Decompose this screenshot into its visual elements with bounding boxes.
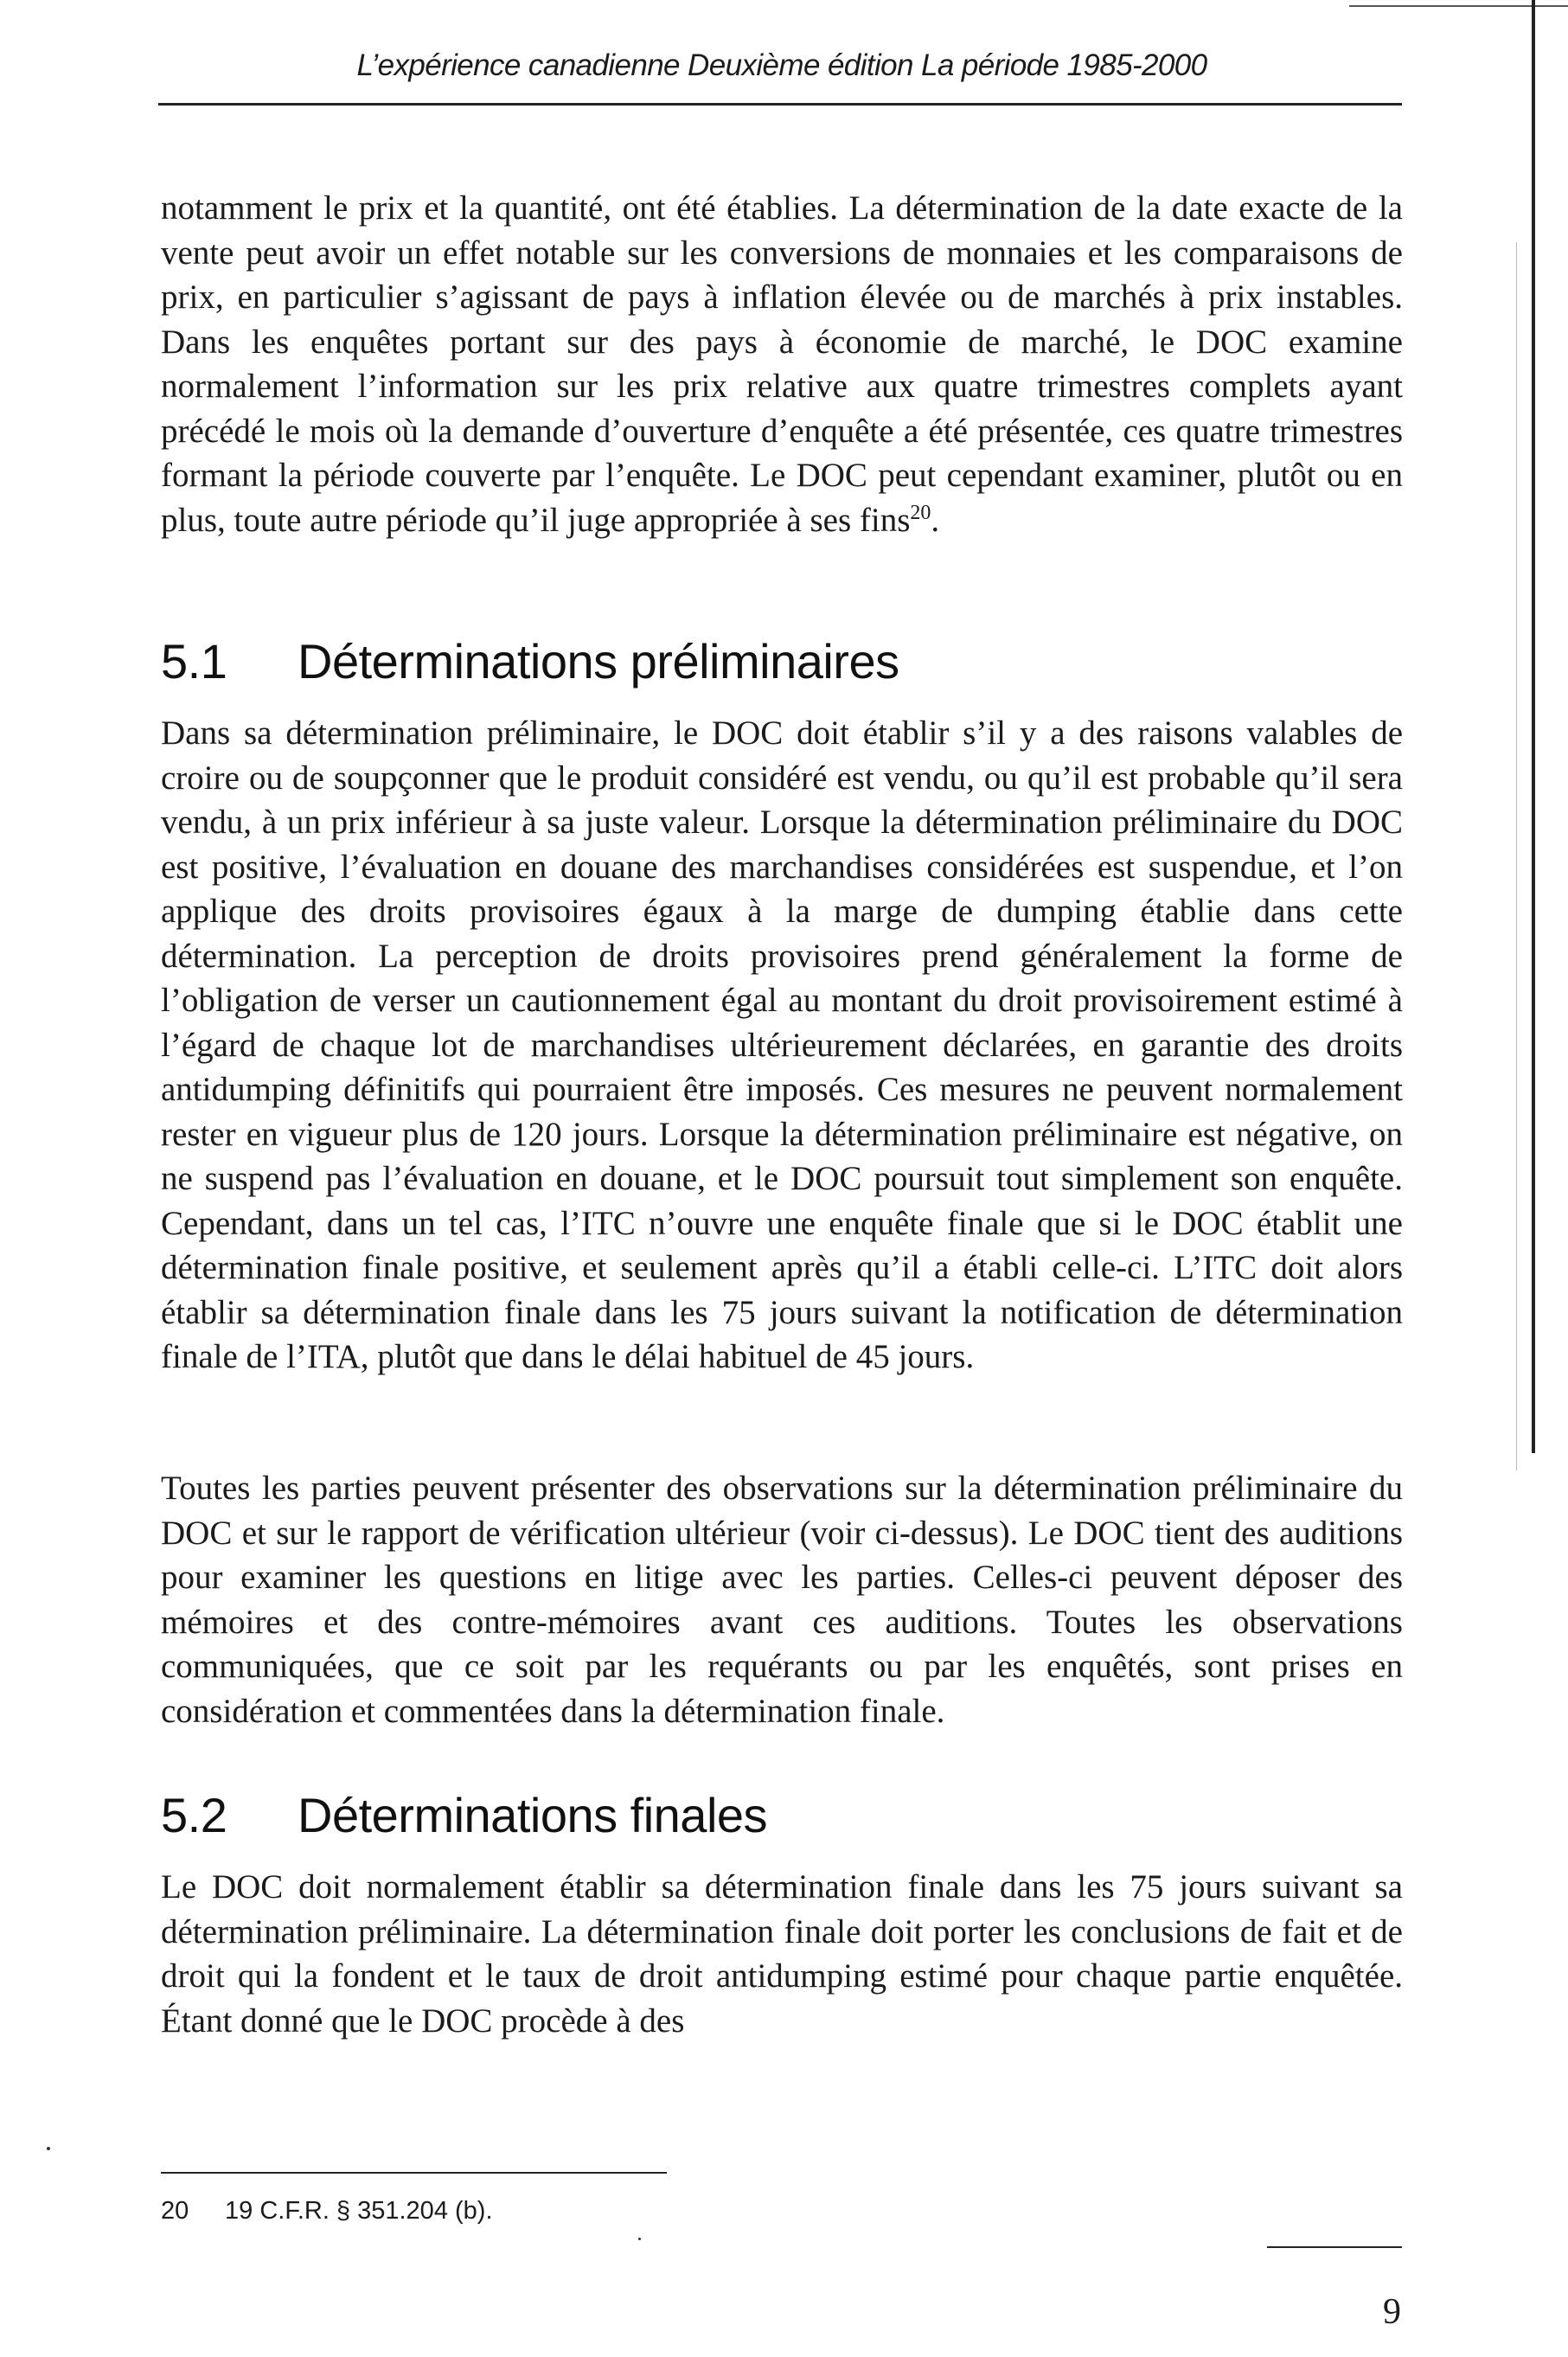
section-number: 5.2 xyxy=(161,1788,227,1842)
section-heading-final xyxy=(161,1785,767,1846)
footnote xyxy=(161,2197,493,2226)
section-title: Déterminations finales xyxy=(298,1788,768,1842)
scan-edge-top xyxy=(1349,5,1568,7)
scan-edge-shadow xyxy=(1516,242,1517,1470)
running-header: L’expérience canadienne Deuxième édition La période 1985-2000 xyxy=(356,48,1207,82)
paragraph-final-1: Le DOC doit normalement établir sa détermination finale dans les 75 jours suivant sa détermination préliminaire. La détermination finale doit porter les conclusions de fait et de droit qui la fondent et le taux de droit antidumping estimé pour chaque partie enquêtée. Étant donné que le DOC procède à des xyxy=(161,1868,1403,2040)
section-heading-preliminary xyxy=(161,631,899,692)
paragraph-preliminary-1: Dans sa détermination préliminaire, le DOC doit établir s’il y a des raisons valables de croire ou de soupçonner que le produit considéré est vendu, ou qu’il est probable qu’il sera vendu, à un prix inférieur à sa juste valeur. Lorsque la détermination préliminaire du DOC est positive, l’évaluation en douane des marchandises considérées est suspendue, et l’on applique des droits provisoires égaux à la marge de dumping établie dans cette détermination. La perception de droits provisoires prend généralement la forme de l’obligation de verser un cautionnement égal au montant du droit provisoirement estimé à l’égard de chaque lot de marchandises ultérieurement déclarées, en garantie des droits antidumping définitifs qui pourraient être imposés. Ces mesures ne peuvent normalement rester en vigueur plus de 120 jours. Lorsque la détermination préliminaire est négative, on ne suspend pas l’évaluation en douane, et le DOC poursuit tout simplement son enquête. Cependant, dans un tel cas, l’ITC n’ouvre une enquête finale que si le DOC établit une détermination finale positive, et seulement après qu’il a établi celle-ci. L’ITC doit alors établir sa détermination finale dans les 75 jours suivant la notification de détermination finale de l’ITA, plutôt que dans le délai habituel de 45 jours. xyxy=(161,714,1403,1375)
footnote-number: 20 xyxy=(161,2197,189,2225)
footnote-rule xyxy=(161,2172,667,2174)
scan-speck xyxy=(47,2147,50,2150)
scan-edge-right xyxy=(1532,0,1535,1453)
paragraph-preliminary-2: Toutes les parties peuvent présenter des observations sur la détermination préliminaire du DOC et sur le rapport de vérification ultérieur (voir ci-dessus). Le DOC tient des auditions pour examiner les questions en litige avec les parties. Celles-ci peuvent déposer des mémoires et des contre-mémoires avant ces auditions. Toutes les observations communiquées, que ce soit par les requérants ou par les enquêtés, sont prises en considération et commentées dans la détermination finale. xyxy=(161,1470,1403,1730)
page-number-rule xyxy=(1267,2246,1402,2248)
paragraph-intro-text: notamment le prix et la quantité, ont été établies. La détermination de la date exacte de la vente peut avoir un effet notable sur les conversions de monnaies et les comparaisons de prix, en particulier s’agissant de pays à inflation élevée ou de marchés à prix instables. Dans les enquêtes portant sur des pays à économie de marché, le DOC examine normalement l’information sur les prix relative aux quatre trimestres complets ayant précédé le mois où la demande d’ouverture d’enquête a été présentée, ces quatre trimestres formant la période couverte par l’enquête. Le DOC peut cependant examiner, plutôt ou en plus, toute autre période qu’il juge appropriée à ses fins xyxy=(161,189,1403,539)
page-number: 9 xyxy=(1383,2292,1401,2332)
section-number: 5.1 xyxy=(161,634,227,689)
footnote-reference[interactable]: 20 xyxy=(910,501,931,524)
footnote-text: 19 C.F.R. § 351.204 (b). xyxy=(225,2197,493,2225)
scan-speck xyxy=(638,2238,641,2240)
header-rule xyxy=(158,103,1402,106)
paragraph-intro-end: . xyxy=(931,501,940,539)
section-title: Déterminations préliminaires xyxy=(298,634,899,689)
paragraph-intro xyxy=(161,186,1403,542)
